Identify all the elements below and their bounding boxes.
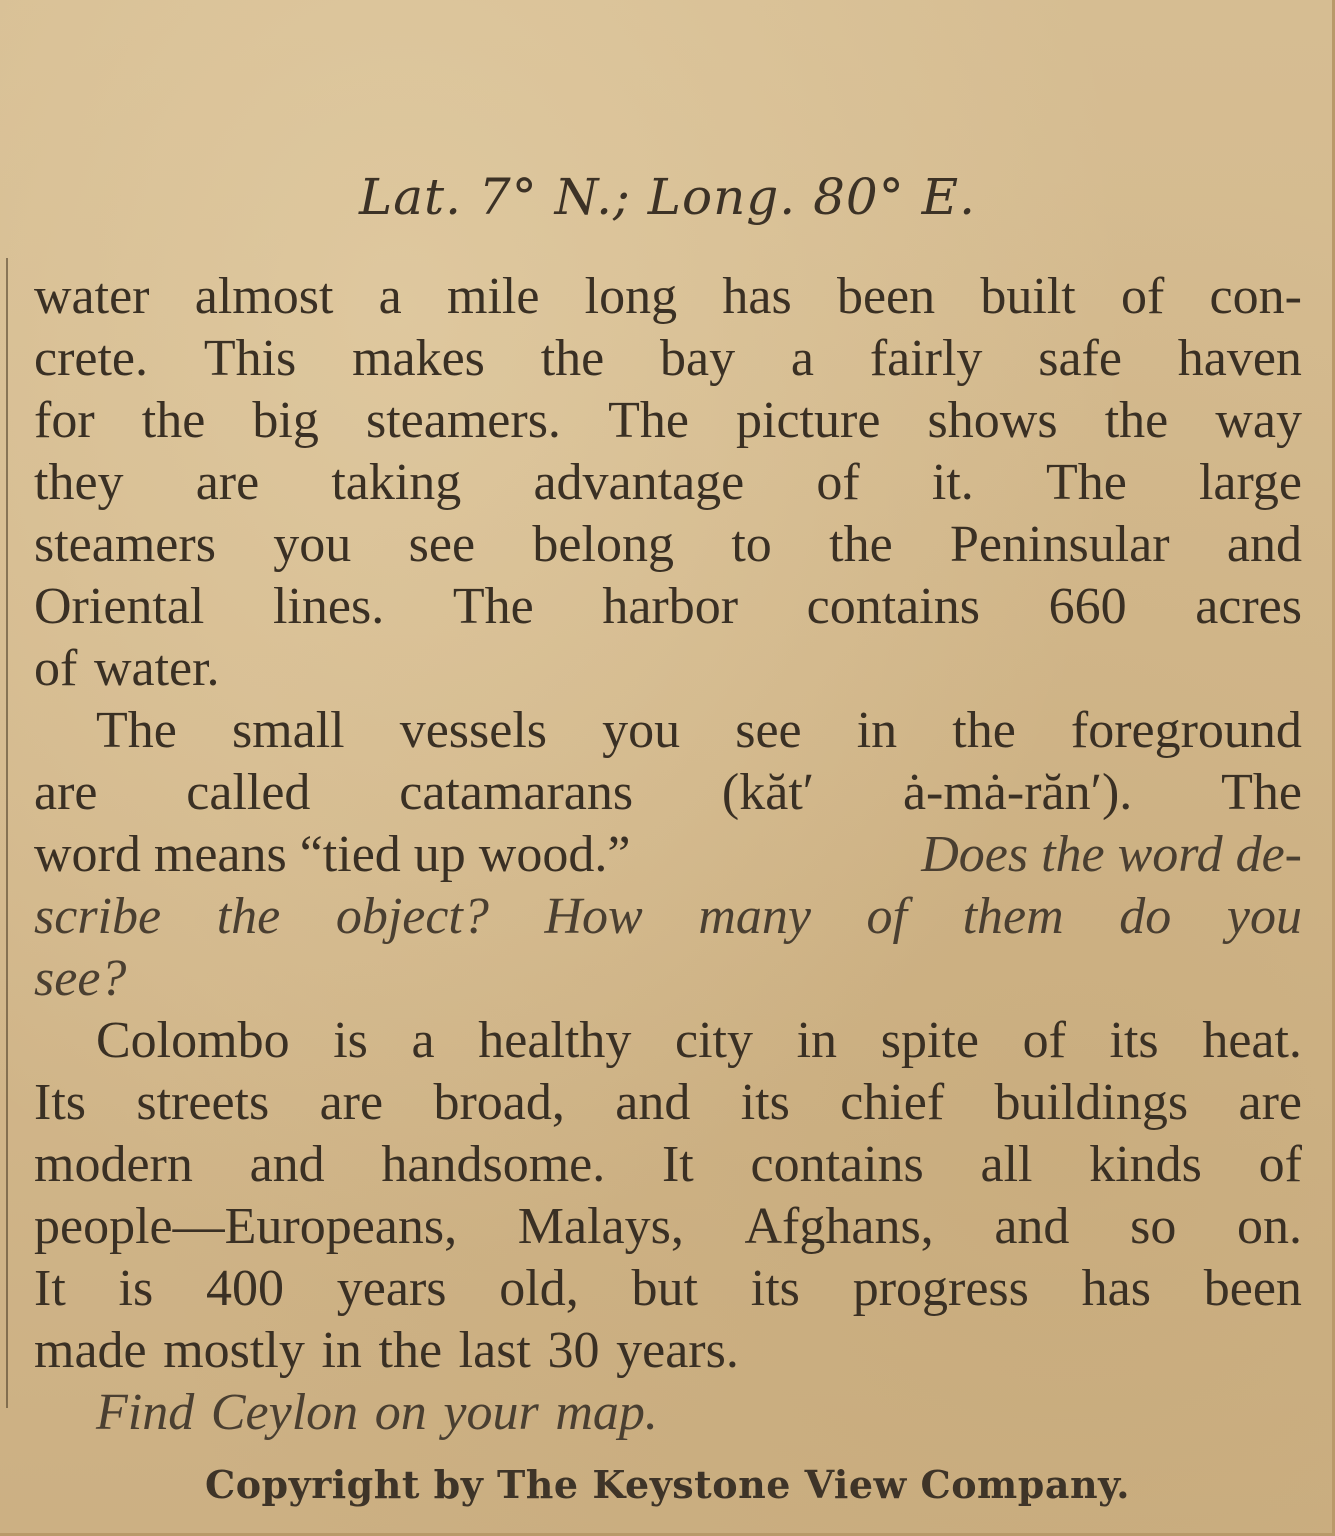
text-line: It is 400 years old, but its progress has been <box>34 1260 1302 1317</box>
left-edge-rule <box>6 258 8 1408</box>
text-line: Its streets are broad, and its chief buildings are <box>34 1074 1302 1131</box>
text-line: of water. <box>34 640 220 697</box>
text-line-mixed <box>34 824 1302 886</box>
question-line: see? <box>34 950 127 1007</box>
question-segment: Does the word de- <box>921 826 1302 883</box>
text-line: steamers you see belong to the Peninsular and <box>34 516 1302 573</box>
coordinates-heading: Lat. 7° N.; Long. 80° E. <box>359 168 976 226</box>
copyright-notice: Copyright by The Keystone View Company. <box>204 1462 1131 1507</box>
question-line: scribe the object? How many of them do you <box>34 888 1302 945</box>
text-line: made mostly in the last 30 years. <box>34 1322 739 1379</box>
text-line: Colombo is a healthy city in spite of its heat. <box>96 1012 1302 1069</box>
instruction-line: Find Ceylon on your map. <box>96 1384 658 1441</box>
text-line: are called catamarans (kăt′ ȧ-mȧ-răn′). The <box>34 764 1302 821</box>
text-line: they are taking advantage of it. The large <box>34 454 1302 511</box>
text-line: water almost a mile long has been built of con- <box>34 268 1302 325</box>
text-line: crete. This makes the bay a fairly safe haven <box>34 330 1302 387</box>
text-line: for the big steamers. The picture shows the way <box>34 392 1302 449</box>
text-segment: word means “tied up wood.” <box>34 826 631 883</box>
text-line: The small vessels you see in the foreground <box>96 702 1302 759</box>
text-line: people—Europeans, Malays, Afghans, and so on. <box>34 1198 1302 1255</box>
description-text <box>34 266 1302 1444</box>
text-line: modern and handsome. It contains all kinds of <box>34 1136 1302 1193</box>
text-line: Oriental lines. The harbor contains 660 acres <box>34 578 1302 635</box>
